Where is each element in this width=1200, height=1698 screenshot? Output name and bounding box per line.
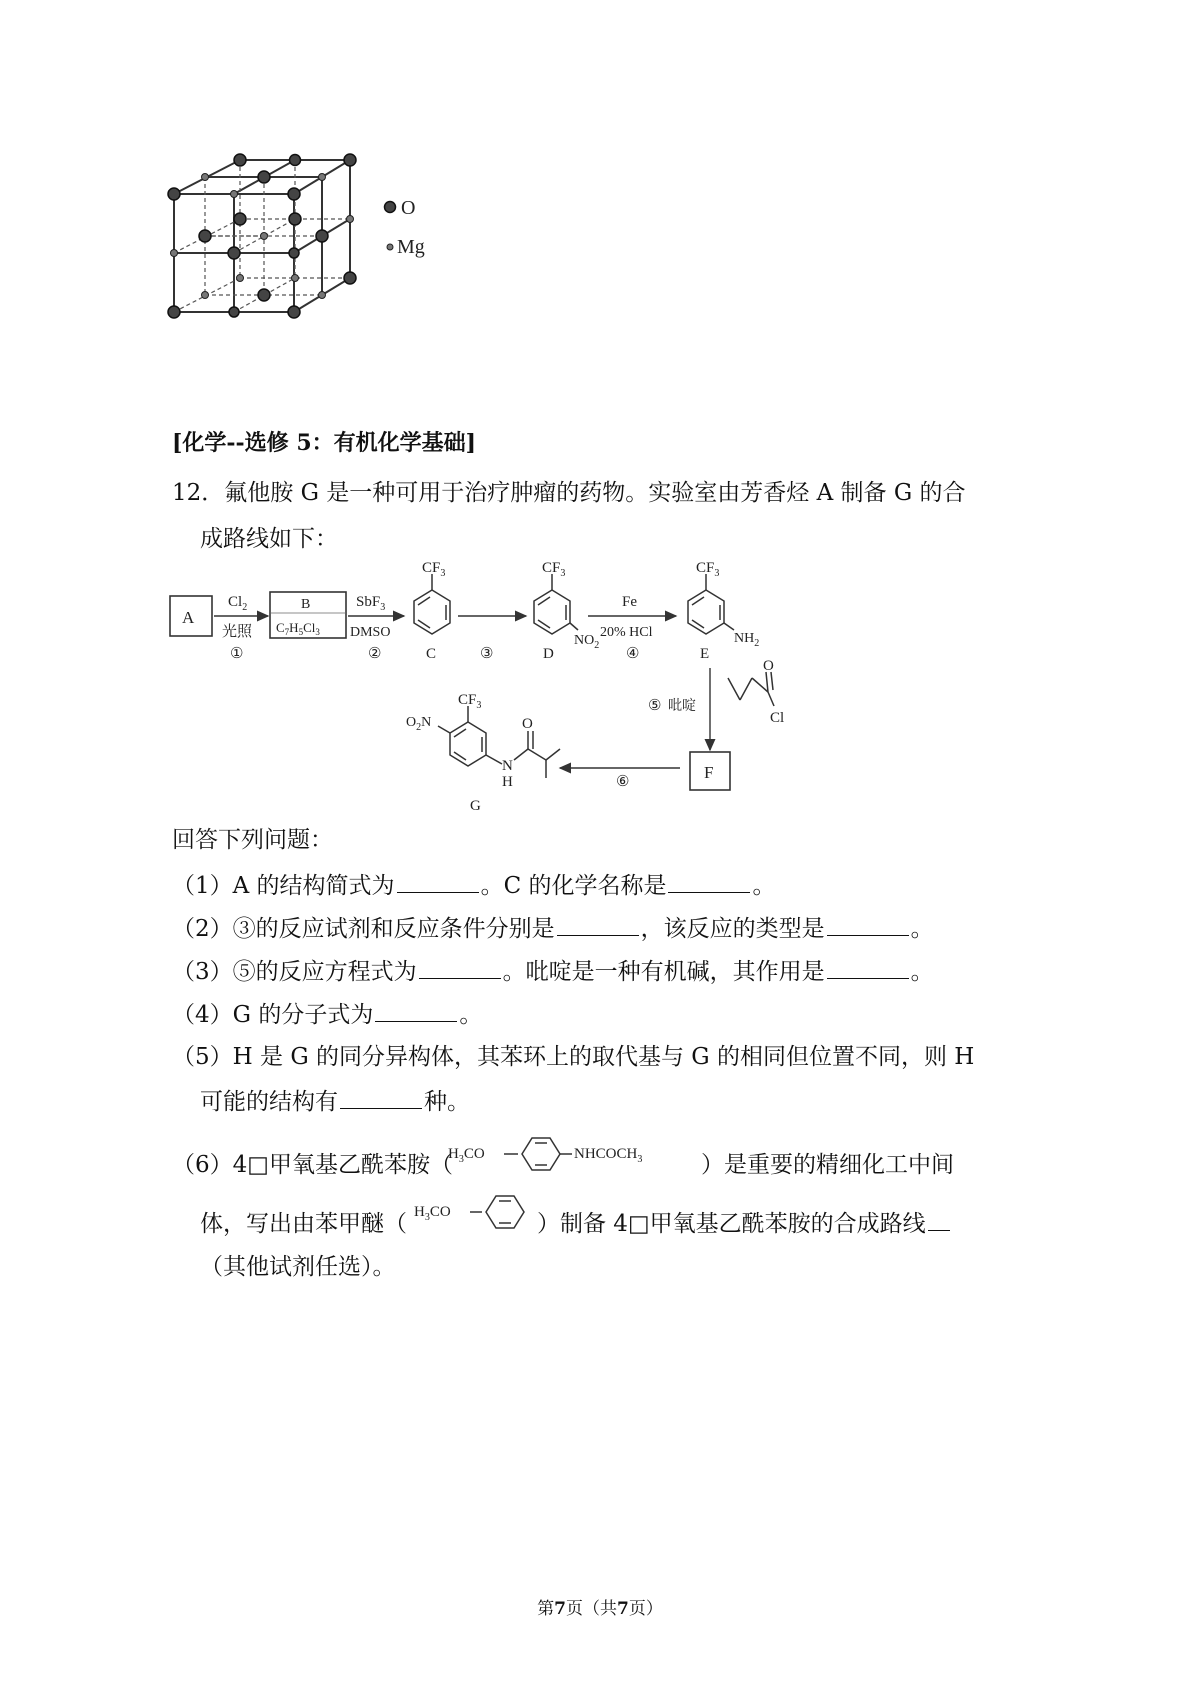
- legend-mg-marker: [387, 244, 393, 250]
- compound-e-structure: [688, 574, 734, 634]
- compound-f-label: F: [704, 763, 714, 782]
- q4-text-a: （4）G 的分子式为: [172, 1002, 374, 1028]
- step1-reagent: $Cl_2$: [228, 594, 248, 613]
- step4-condition: 20% HCl: [600, 625, 653, 640]
- q4-text-b: 。: [459, 1002, 483, 1028]
- subquestion-6-line2: [200, 1208, 950, 1239]
- page-footer: [0, 1594, 1200, 1619]
- q5-text-b: 种。: [424, 1089, 470, 1115]
- compound-c-structure: [414, 574, 450, 634]
- acetamido-group-label: $NHCOCH_3$: [574, 1146, 643, 1165]
- legend-o-marker: [385, 202, 396, 213]
- q1-blank-1[interactable]: [397, 870, 479, 893]
- acyl-oxygen: O: [763, 658, 774, 674]
- compound-a-label: A: [182, 608, 195, 627]
- step5-number: ⑤: [648, 698, 662, 714]
- compound-d-label: D: [543, 646, 554, 662]
- subquestion-1: [172, 870, 775, 901]
- subquestion-3: [172, 956, 934, 987]
- step1-number: ①: [230, 646, 244, 662]
- step5-condition: 吡啶: [668, 699, 696, 714]
- step4-number: ④: [626, 646, 640, 662]
- subquestion-5-line1: （5）H 是 G 的同分异构体，其苯环上的取代基与 G 的相同但位置不同，则 H: [172, 1044, 975, 1070]
- step2-number: ②: [368, 646, 382, 662]
- q2-blank-2[interactable]: [827, 913, 909, 936]
- synthesis-scheme: [160, 560, 980, 815]
- q1-text-a: （1）A 的结构简式为: [172, 873, 395, 899]
- q3-blank-2[interactable]: [827, 956, 909, 979]
- isobutyryl-chloride-structure: [728, 672, 774, 706]
- question-number: 12．: [172, 480, 225, 506]
- q5-blank-1[interactable]: [340, 1086, 422, 1109]
- legend-mg-label: Mg: [397, 236, 425, 258]
- step6-number: ⑥: [616, 774, 630, 790]
- step1-condition: 光照: [222, 624, 253, 640]
- answer-prompt: 回答下列问题：: [172, 827, 333, 853]
- compound-b-label: B: [301, 597, 311, 612]
- q2-text-a: （2）③的反应试剂和反应条件分别是: [172, 916, 555, 942]
- q1-blank-2[interactable]: [668, 870, 750, 893]
- acyl-chlorine: Cl: [770, 710, 785, 726]
- compound-g-carbonyl-o: O: [522, 716, 533, 732]
- subquestion-6-line3: （其他试剂任选）。: [200, 1254, 396, 1280]
- legend-o-label: O: [401, 197, 416, 219]
- q6-line2-text-b: ）制备 4□甲氧基乙酰苯胺的合成路线: [537, 1211, 926, 1237]
- q4-blank-1[interactable]: [375, 999, 457, 1022]
- q6-text-a: （6）4□甲氧基乙酰苯胺（: [172, 1152, 453, 1178]
- footer-mid: 页（共: [566, 1599, 617, 1619]
- step4-reagent: Fe: [622, 594, 637, 610]
- compound-g-label: G: [470, 798, 481, 814]
- q6-blank-1[interactable]: [928, 1208, 950, 1231]
- section-heading: [化学--选修 5：有机化学基础]: [172, 430, 477, 456]
- compound-d-structure: [534, 574, 578, 634]
- compound-c-label: C: [426, 646, 437, 662]
- compound-e-cf3: $CF_3$: [696, 560, 720, 579]
- compound-e-label: E: [700, 646, 710, 662]
- anisole-structure: [410, 1186, 540, 1246]
- compound-d-no2: $NO_2$: [574, 633, 600, 651]
- question-intro-text: 氟他胺 G 是一种可用于治疗肿瘤的药物。实验室由芳香烃 A 制备 G 的合: [224, 480, 966, 506]
- q3-text-c: 。: [910, 959, 934, 985]
- q2-text-b: ，该反应的类型是: [640, 916, 825, 942]
- footer-page-number: 7: [554, 1599, 566, 1619]
- q2-text-c: 。: [910, 916, 934, 942]
- q6-line2-text-a: 体，写出由苯甲醚（: [200, 1211, 407, 1237]
- footer-prefix: 第: [537, 1599, 555, 1619]
- compound-e-nh2: $NH_2$: [734, 631, 760, 649]
- methoxyacetanilide-structure: [440, 1128, 690, 1188]
- step3-number: ③: [480, 646, 494, 662]
- compound-g-cf3: $CF_3$: [458, 692, 482, 711]
- q6-text-b: ）是重要的精细化工中间: [701, 1152, 954, 1178]
- mgo-lattice-figure: [160, 150, 460, 330]
- q2-blank-1[interactable]: [557, 913, 639, 936]
- subquestion-4: [172, 999, 482, 1030]
- compound-d-cf3: $CF_3$: [542, 560, 566, 579]
- footer-total-pages: 7: [617, 1599, 629, 1619]
- question-intro-line1: [172, 478, 966, 508]
- q3-text-a: （3）⑤的反应方程式为: [172, 959, 417, 985]
- step2-reagent: SbF$_3$: [356, 594, 386, 613]
- q1-text-b: 。C 的化学名称是: [480, 873, 667, 899]
- subquestion-2: [172, 913, 934, 944]
- compound-g-o2n: $O_2N$: [406, 715, 432, 733]
- q3-blank-1[interactable]: [419, 956, 501, 979]
- compound-g-amide-n: N: [502, 758, 513, 774]
- footer-suffix: 页）: [628, 1599, 663, 1619]
- step2-condition: DMSO: [350, 625, 391, 640]
- compound-b-formula: $C_7H_5Cl_3$: [276, 620, 320, 637]
- compound-g-structure: [438, 706, 560, 778]
- q1-text-c: 。: [752, 873, 776, 899]
- q3-text-b: 。吡啶是一种有机碱，其作用是: [502, 959, 825, 985]
- q5-text-a: 可能的结构有: [200, 1089, 338, 1115]
- question-intro-line2: 成路线如下：: [200, 526, 338, 552]
- subquestion-5-line2: [200, 1086, 470, 1117]
- methoxy-group-label: $H_3CO$: [448, 1146, 485, 1165]
- compound-g-amide-h: H: [502, 774, 513, 790]
- anisole-methoxy-label: $H_3CO$: [414, 1204, 451, 1223]
- compound-c-cf3: $CF_3$: [422, 560, 446, 579]
